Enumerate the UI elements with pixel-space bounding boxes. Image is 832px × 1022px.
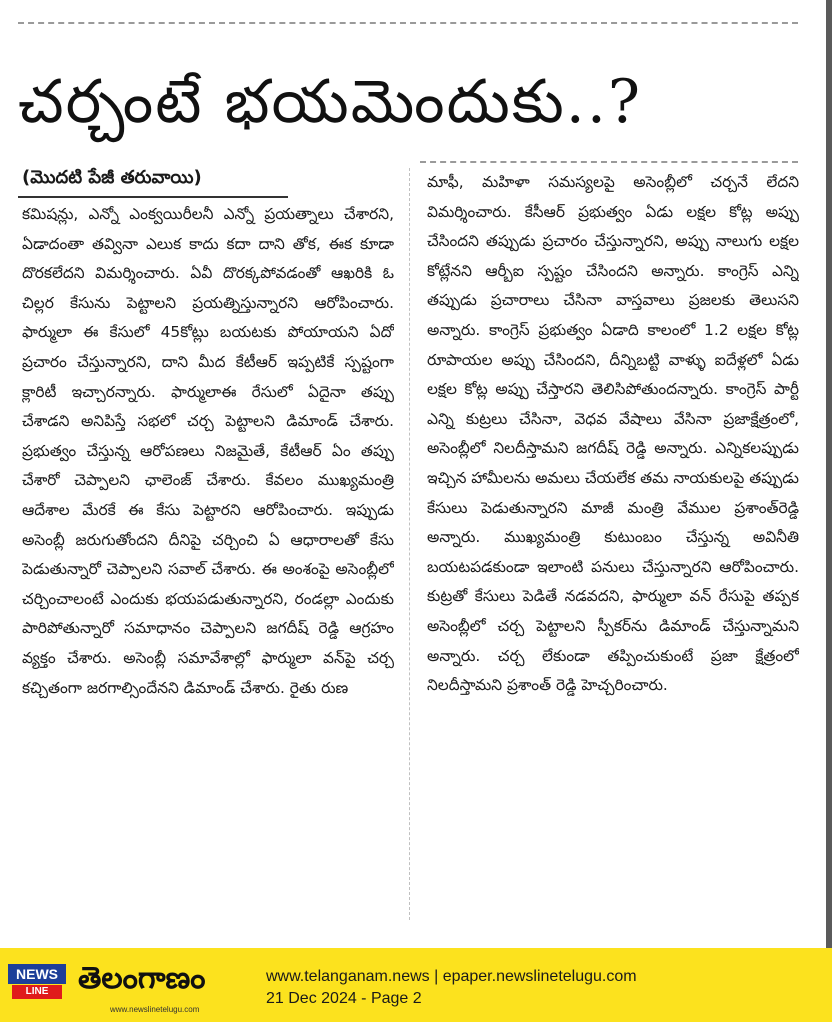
page-right-edge	[826, 0, 832, 948]
article-column-left: కమిషన్లు, ఎన్నో ఎంక్వయిరీలనీ ఎన్నో ప్రయత్నాలు చేశారని, ఏడాదంతా తవ్వినా ఎలుక కాదు కదా దాని తోక, ఈక కూడా దొరకలేదని విమర్శించారు. ఏవీ దొరక్కపోవడంతో ఆఖరికి ఓ చిల్లర కేసును పెట్టాలని ప్రయత్నిస్తున్నారని ఆరోపించారు. ఫార్ములా ఈ కేసులో 45కోట్లు బయటకు పోయాయని ఏదో ప్రచారం చేస్తున్నారని, దాని మీద కేటీఆర్ ఇప్పటికే స్పష్టంగా క్లారిటీ ఇచ్చారన్నారు. ఫార్ములాఈ రేసులో ఏదైనా తప్పు చేశాడని అనిపిస్తే సభలో చర్చ పెట్టాలని డిమాండ్ చేశారు. ప్రభుత్వం చేస్తున్న ఆరోపణలు నిజమైతే, కేటీఆర్ ఏం తప్పు చేశారో చెప్పాలని ఛాలెంజ్ చేశారు. కేవలం ముఖ్యమంత్రి ఆదేశాల మేరకే ఈ కేసు పెట్టారని ఆరోపించారు. ఇప్పుడు అసెంబ్లీ జరుగుతోందని దీనిపై చర్చించి ఏ ఆధారాలతో కేసు పెడుతున్నారో చెప్పాలని సవాల్ చేశారు. ఈ అంశంపై అసెంబ్లీలో చర్చించాలంటే ఎందుకు భయపడుతున్నారని, రండల్లా ఎందుకు పారిపోతున్నారో సమాధానం చెప్పాలని జగదీష్ రెడ్డి ఆగ్రహం వ్యక్తం చేశారు. అసెంబ్లీ సమావేశాల్లో ఫార్ములా వన్‌పై చర్చ కచ్చితంగా జరగాల్సిందేనని డిమాండ్ చేశారు. రైతు రుణ	[22, 205, 394, 697]
column-divider	[409, 168, 410, 920]
continuation-subhead: (మొదటి పేజీ తరువాయి)	[22, 167, 202, 188]
subhead-underline	[18, 196, 288, 198]
newsline-logo-bottom: LINE	[12, 985, 62, 999]
logo-url-small: www.newslinetelugu.com	[110, 1005, 200, 1014]
article-column-right: మాఫీ, మహిళా సమస్యలపై అసెంబ్లీలో చర్చనే లేదని విమర్శించారు. కేసీఆర్ ప్రభుత్వం ఏడు లక్షల కోట్ల అప్పు చేసిందని తప్పుడు ప్రచారం చేస్తున్నారని, అప్పు నాలుగు లక్షల కోట్లేనని ఆర్బీఐ స్పష్టం చేసిందని అన్నారు. కాంగ్రెస్ ఎన్ని తప్పుడు ప్రచారాలు చేసినా వాస్తవాలు ప్రజలకు తెలుసని అన్నారు. కాంగ్రెస్ ప్రభుత్వం ఏడాది కాలంలో 1.2 లక్షల కోట్ల రూపాయల అప్పు చేసిందని, దీన్నిబట్టి వాళ్ళు ఐదేళ్లలో ఏడు లక్షల కోట్ల అప్పు చేస్తారని తెలిసిపోతుందన్నారు. కాంగ్రెస్ పార్టీ ఎన్ని కుట్రలు చేసినా, వెధవ వేషాలు వేసినా ప్రజాక్షేత్రంలో, అసెంబ్లీలో నిలదీస్తామని జగదీష్ రెడ్డి అన్నారు. ఎన్నికలప్పుడు ఇచ్చిన హామీలను అమలు చేయలేక తమ నాయకులపై తప్పుడు కేసులు పెడుతున్నారని మాజీ మంత్రి వేముల ప్రశాంత్‌రెడ్డి అన్నారు. ముఖ్యమంత్రి కుటుంబం చేస్తున్న అవినీతి బయటపడకుండా ఇలాంటి పనులు చేస్తున్నారని ఆరోపించారు. కుట్రతో కేసులు పెడితే నడవదని, ఫార్ములా వన్ రేసుపై తప్పక అసెంబ్లీలో చర్చ పెట్టాలని స్పీకర్‌ను డిమాండ్ చేస్తున్నామని అన్నారు. చర్చ లేకుండా తప్పించుకుంటే ప్రజా క్షేత్రంలో నిలదీస్తామని ప్రశాంత్ రెడ్డి హెచ్చరించారు.	[427, 173, 799, 695]
headline: చర్చంటే భయమెందుకు..?	[18, 67, 643, 137]
top-dashed-rule	[18, 22, 798, 24]
newsline-logo[interactable]	[8, 964, 66, 1002]
newsline-logo-top: NEWS	[8, 964, 66, 984]
footer-urls[interactable]: www.telanganam.news | epaper.newslinetelugu.com	[266, 968, 637, 985]
telanganam-masthead-logo[interactable]: తెలంగాణం	[78, 961, 206, 996]
right-column-top-rule	[420, 161, 798, 163]
footer-date-page: 21 Dec 2024 - Page 2	[266, 990, 422, 1007]
